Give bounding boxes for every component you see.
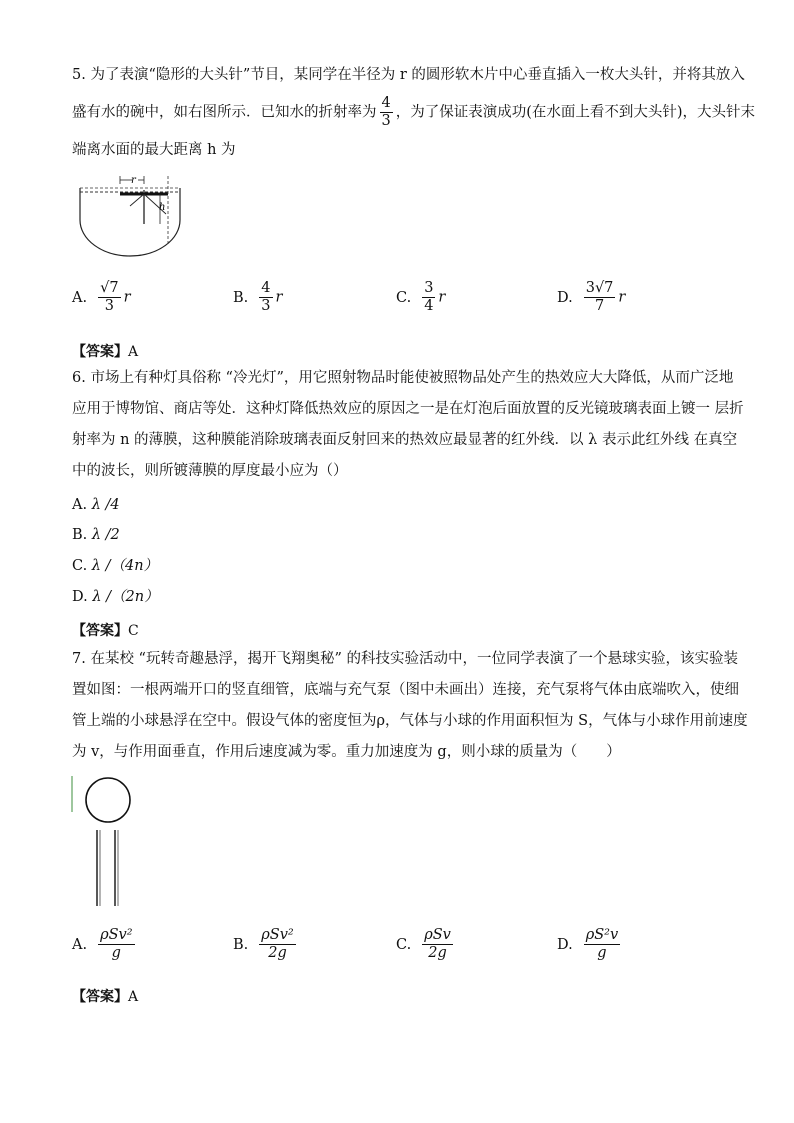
r-label: r <box>131 175 136 186</box>
q7-option-c[interactable] <box>396 928 456 961</box>
option-label: A. <box>72 936 88 953</box>
option-fraction <box>422 928 453 961</box>
option-label: C. <box>396 289 412 306</box>
q7-line-3: 管上端的小球悬浮在空中。假设气体的密度恒为ρ，气体与小球的作用面积恒为 S，气体与小球作用前速度 <box>72 713 748 729</box>
q7-option-b[interactable] <box>233 928 299 961</box>
option-label: D. <box>72 589 88 605</box>
q5-option-c[interactable] <box>396 281 445 314</box>
q7-line-4: 为 v，与作用面垂直，作用后速度减为零。重力加速度为 g，则小球的质量为（ ） <box>72 744 621 760</box>
q7-floating-ball-figure <box>70 772 140 908</box>
option-fraction <box>584 928 620 961</box>
option-denominator: g <box>111 945 121 962</box>
option-fraction <box>98 281 120 314</box>
q6-option-c[interactable] <box>72 559 158 574</box>
answer-tag: 【答案】 <box>72 989 128 1005</box>
refractive-index-numerator: 4 <box>380 96 393 113</box>
answer-value: A <box>128 344 139 360</box>
answer-value: C <box>128 623 139 639</box>
option-label: B. <box>233 936 249 953</box>
option-label: A. <box>72 289 88 306</box>
q5-option-b[interactable] <box>233 281 282 314</box>
option-variable: r <box>618 289 626 306</box>
option-label: D. <box>557 936 573 953</box>
q6-option-a[interactable] <box>72 498 120 513</box>
q7-answer <box>72 986 138 1006</box>
option-label: B. <box>72 527 88 543</box>
answer-value: A <box>128 989 139 1005</box>
q6-answer <box>72 620 139 640</box>
q6-option-b[interactable] <box>72 528 120 543</box>
option-fraction <box>98 928 134 961</box>
option-numerator: √7 <box>98 281 120 298</box>
floating-ball <box>86 778 130 822</box>
q5-line-2-before: 盛有水的碗中，如右图所示．已知水的折射率为 <box>72 104 377 121</box>
option-numerator: ρSv² <box>259 928 295 945</box>
option-text: λ /（2n） <box>92 589 159 605</box>
q6-line-1: 6. 市场上有种灯具俗称 “冷光灯”，用它照射物品时能使被照物品处产生的热效应大大降低，从而广泛地 <box>72 370 734 386</box>
q7-option-a[interactable] <box>72 928 138 961</box>
option-fraction <box>259 281 272 314</box>
option-label: C. <box>396 936 412 953</box>
option-text: λ /（4n） <box>91 558 159 574</box>
q7-option-d[interactable] <box>557 928 623 961</box>
bowl-outline <box>80 188 180 256</box>
option-fraction <box>422 281 435 314</box>
q5-answer <box>72 341 138 361</box>
option-numerator: 4 <box>259 281 272 298</box>
answer-tag: 【答案】 <box>72 623 128 639</box>
option-label: C. <box>72 558 88 574</box>
option-label: D. <box>557 289 573 306</box>
option-denominator: g <box>597 945 607 962</box>
option-numerator: ρSv <box>422 928 453 945</box>
option-fraction <box>259 928 295 961</box>
option-label: B. <box>233 289 249 306</box>
option-denominator: 2g <box>268 945 287 962</box>
q6-option-d[interactable] <box>72 590 159 605</box>
q5-option-d[interactable] <box>557 281 625 314</box>
option-label: A. <box>72 497 88 513</box>
answer-tag: 【答案】 <box>72 344 128 360</box>
option-denominator: 3 <box>261 298 271 315</box>
option-variable: r <box>275 289 283 306</box>
h-label: h <box>159 202 166 213</box>
option-denominator: 3 <box>104 298 114 315</box>
option-numerator: 3 <box>422 281 435 298</box>
q7-line-2: 置如图：一根两端开口的竖直细管，底端与充气泵（图中未画出）连接，充气泵将气体由底端吹入，使细 <box>72 682 739 698</box>
option-fraction <box>584 281 616 314</box>
q6-line-3: 射率为 n 的薄膜，这种膜能消除玻璃表面反射回来的热效应最显著的红外线．以 λ 表示此红外线 在真空 <box>72 432 738 448</box>
q5-line-1: 5. 为了表演“隐形的大头针”节目，某同学在半径为 r 的圆形软木片中心垂直插入一枚大头针，并将其放入 <box>72 67 745 83</box>
q5-line-2 <box>72 96 755 129</box>
q5-line-3: 端离水面的最大距离 h 为 <box>72 142 236 158</box>
refractive-index-denominator: 3 <box>381 113 391 130</box>
refractive-index-fraction <box>380 96 393 129</box>
option-variable: r <box>438 289 446 306</box>
option-numerator: 3√7 <box>584 281 616 298</box>
option-numerator: ρSv² <box>98 928 134 945</box>
q6-line-4: 中的波长，则所镀薄膜的厚度最小应为（） <box>72 463 348 479</box>
option-text: λ /4 <box>91 497 120 513</box>
option-denominator: 2g <box>428 945 447 962</box>
q5-bowl-figure <box>76 170 184 260</box>
option-text: λ /2 <box>91 527 120 543</box>
q6-line-2: 应用于博物馆、商店等处．这种灯降低热效应的原因之一是在灯泡后面放置的反光镜玻璃表面上镀一 层折 <box>72 401 744 417</box>
option-denominator: 4 <box>424 298 434 315</box>
light-ray <box>130 194 144 206</box>
q5-line-2-after: ，为了保证表演成功(在水面上看不到大头针)，大头针末 <box>395 104 756 121</box>
q5-option-a[interactable] <box>72 281 131 314</box>
option-numerator: ρS²v <box>584 928 620 945</box>
option-denominator: 7 <box>594 298 605 315</box>
q7-line-1: 7. 在某校 “玩转奇趣悬浮，揭开飞翔奥秘” 的科技实验活动中，一位同学表演了一个悬球实验，该实验装 <box>72 651 738 667</box>
option-variable: r <box>123 289 131 306</box>
